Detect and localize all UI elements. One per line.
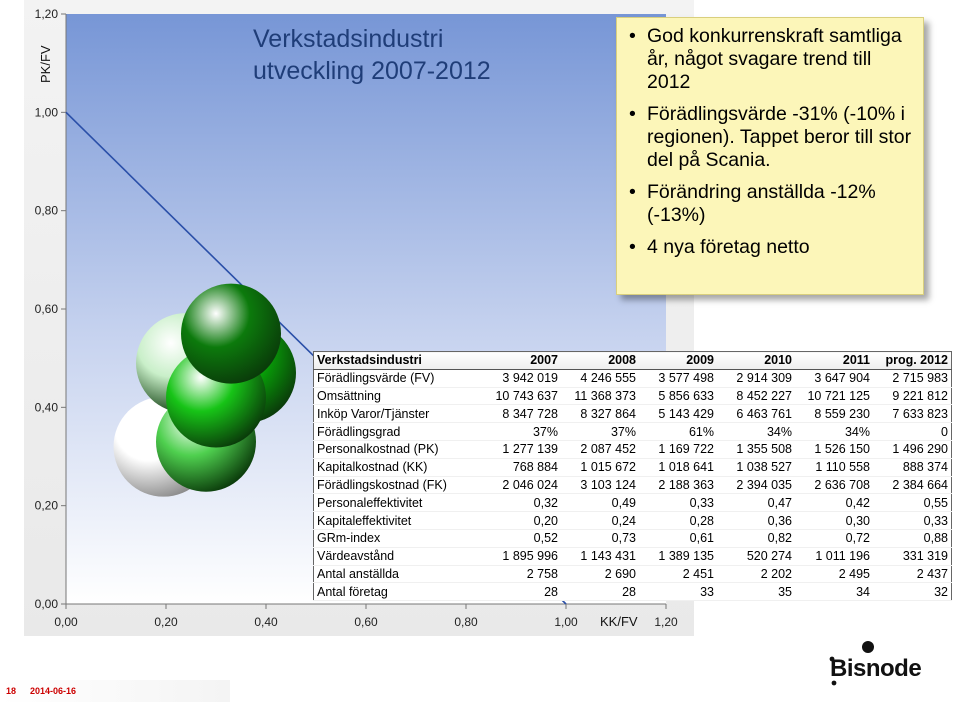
table-row	[314, 565, 952, 583]
table-cell: 11 368 373	[561, 387, 639, 405]
table-cell: 2 451	[639, 565, 717, 583]
table-cell: 0,47	[717, 494, 795, 512]
row-label: Omsättning	[314, 387, 484, 405]
table-cell: 8 327 864	[561, 405, 639, 423]
logo-text: Bisnode	[830, 655, 922, 682]
table-row	[314, 423, 952, 441]
title-line-2: utveckling 2007-2012	[253, 57, 491, 85]
table-cell: 2 758	[483, 565, 561, 583]
table-cell: 9 221 812	[873, 387, 952, 405]
table-cell: 5 143 429	[639, 405, 717, 423]
table-cell: 5 856 633	[639, 387, 717, 405]
table-cell: 2 046 024	[483, 476, 561, 494]
table-cell: 0	[873, 423, 952, 441]
table-cell: 6 463 761	[717, 405, 795, 423]
table-cell: 0,73	[561, 529, 639, 547]
row-label: GRm-index	[314, 529, 484, 547]
table-cell: 2 437	[873, 565, 952, 583]
table-cell: 34%	[717, 423, 795, 441]
y-tick-label: 0,00	[34, 597, 58, 611]
x-axis-title: KK/FV	[600, 614, 638, 629]
note-item: • God konkurrenskraft samtliga år, något svagare trend till 2012	[625, 25, 915, 94]
table-cell: 2 202	[717, 565, 795, 583]
x-tick-label: 1,00	[554, 615, 578, 629]
table-cell: 3 942 019	[483, 369, 561, 387]
note-item: • 4 nya företag netto	[625, 236, 915, 259]
table-cell: 2 495	[795, 565, 873, 583]
y-axis-title: PK/FV	[38, 45, 53, 83]
table-header-cell: 2011	[795, 352, 873, 370]
table-cell: 7 633 823	[873, 405, 952, 423]
table-cell: 2 690	[561, 565, 639, 583]
table-cell: 8 347 728	[483, 405, 561, 423]
table-cell: 1 038 527	[717, 458, 795, 476]
table-cell: 1 015 672	[561, 458, 639, 476]
x-tick-label: 0,20	[154, 615, 178, 629]
table-cell: 2 188 363	[639, 476, 717, 494]
table-cell: 10 743 637	[483, 387, 561, 405]
table-cell: 28	[483, 583, 561, 601]
table-cell: 2 394 035	[717, 476, 795, 494]
row-label: Kapitaleffektivitet	[314, 512, 484, 530]
note-item: • Förädlingsvärde -31% (-10% i regionen). Tappet beror till stor del på Scania.	[625, 103, 915, 172]
table-cell: 2 384 664	[873, 476, 952, 494]
table-cell: 37%	[483, 423, 561, 441]
table-cell: 33	[639, 583, 717, 601]
note-item: • Förändring anställda -12% (-13%)	[625, 181, 915, 227]
row-label: Antal företag	[314, 583, 484, 601]
table-cell: 2 636 708	[795, 476, 873, 494]
slide-title	[253, 23, 491, 87]
table-cell: 4 246 555	[561, 369, 639, 387]
table-cell: 61%	[639, 423, 717, 441]
table-cell: 1 526 150	[795, 440, 873, 458]
table-cell: 1 355 508	[717, 440, 795, 458]
table-cell: 0,33	[639, 494, 717, 512]
table-cell: 331 319	[873, 547, 952, 565]
table-cell: 10 721 125	[795, 387, 873, 405]
table-cell: 37%	[561, 423, 639, 441]
table-cell: 768 884	[483, 458, 561, 476]
y-tick-label: 0,20	[34, 498, 58, 513]
table-cell: 0,28	[639, 512, 717, 530]
row-label: Förädlingsvärde (FV)	[314, 369, 484, 387]
table-cell: 34%	[795, 423, 873, 441]
data-point	[181, 284, 281, 384]
table-cell: 28	[561, 583, 639, 601]
table-cell: 0,49	[561, 494, 639, 512]
table-cell: 0,36	[717, 512, 795, 530]
table-cell: 1 389 135	[639, 547, 717, 565]
row-label: Värdeavstånd	[314, 547, 484, 565]
table-row	[314, 476, 952, 494]
table-cell: 0,24	[561, 512, 639, 530]
table-row	[314, 547, 952, 565]
table-cell: 1 895 996	[483, 547, 561, 565]
y-tick-label: 1,20	[34, 7, 58, 21]
slide-date: 2014-06-16	[30, 686, 77, 696]
title-line-1: Verkstadsindustri	[253, 25, 444, 53]
x-tick-label: 0,80	[454, 615, 478, 629]
table-cell: 0,42	[795, 494, 873, 512]
table-row	[314, 387, 952, 405]
table-cell: 1 169 722	[639, 440, 717, 458]
table-row	[314, 512, 952, 530]
bisnode-logo	[816, 639, 930, 689]
table-cell: 2 914 309	[717, 369, 795, 387]
table-header-cell: Verkstadsindustri	[314, 352, 484, 370]
x-tick-label: 0,60	[354, 615, 378, 629]
table-row	[314, 405, 952, 423]
table-cell: 0,82	[717, 529, 795, 547]
table-cell: 8 452 227	[717, 387, 795, 405]
y-tick-label: 0,80	[34, 203, 58, 218]
table-header-row	[314, 352, 952, 370]
table-cell: 1 496 290	[873, 440, 952, 458]
row-label: Personaleffektivitet	[314, 494, 484, 512]
table-cell: 8 559 230	[795, 405, 873, 423]
x-tick-label: 1,20	[654, 615, 678, 629]
table-cell: 888 374	[873, 458, 952, 476]
table-cell: 2 087 452	[561, 440, 639, 458]
row-label: Inköp Varor/Tjänster	[314, 405, 484, 423]
x-tick-label: 0,00	[54, 615, 78, 629]
table-row	[314, 529, 952, 547]
table-cell: 1 011 196	[795, 547, 873, 565]
table-cell: 32	[873, 583, 952, 601]
table-cell: 0,33	[873, 512, 952, 530]
table-cell: 3 647 904	[795, 369, 873, 387]
table-cell: 0,20	[483, 512, 561, 530]
table-cell: 520 274	[717, 547, 795, 565]
table-cell: 0,30	[795, 512, 873, 530]
table-header-cell: 2007	[483, 352, 561, 370]
y-tick-label: 0,60	[34, 302, 58, 316]
table-cell: 0,52	[483, 529, 561, 547]
table-cell: 2 715 983	[873, 369, 952, 387]
table-cell: 1 110 558	[795, 458, 873, 476]
table-cell: 0,61	[639, 529, 717, 547]
row-label: Antal anställda	[314, 565, 484, 583]
table-cell: 1 277 139	[483, 440, 561, 458]
table-row	[314, 583, 952, 601]
table-header-cell: 2010	[717, 352, 795, 370]
table-cell: 3 103 124	[561, 476, 639, 494]
y-tick-label: 0,40	[34, 400, 58, 415]
slide-number: 18	[6, 686, 17, 696]
x-tick-label: 0,40	[254, 615, 278, 629]
notes-box	[616, 17, 924, 295]
table-row	[314, 458, 952, 476]
row-label: Personalkostnad (PK)	[314, 440, 484, 458]
table-cell: 0,55	[873, 494, 952, 512]
table-cell: 1 018 641	[639, 458, 717, 476]
table-row	[314, 494, 952, 512]
table-row	[314, 369, 952, 387]
table-cell: 34	[795, 583, 873, 601]
table-header-cell: 2008	[561, 352, 639, 370]
row-label: Förädlingsgrad	[314, 423, 484, 441]
table-cell: 0,88	[873, 529, 952, 547]
row-label: Förädlingskostnad (FK)	[314, 476, 484, 494]
row-label: Kapitalkostnad (KK)	[314, 458, 484, 476]
table-header-cell: prog. 2012	[873, 352, 952, 370]
table-cell: 0,32	[483, 494, 561, 512]
data-table	[313, 351, 952, 601]
table-cell: 1 143 431	[561, 547, 639, 565]
table-cell: 0,72	[795, 529, 873, 547]
table-cell: 35	[717, 583, 795, 601]
y-tick-label: 1,00	[34, 105, 58, 120]
table-cell: 3 577 498	[639, 369, 717, 387]
table-header-cell: 2009	[639, 352, 717, 370]
table-row	[314, 440, 952, 458]
